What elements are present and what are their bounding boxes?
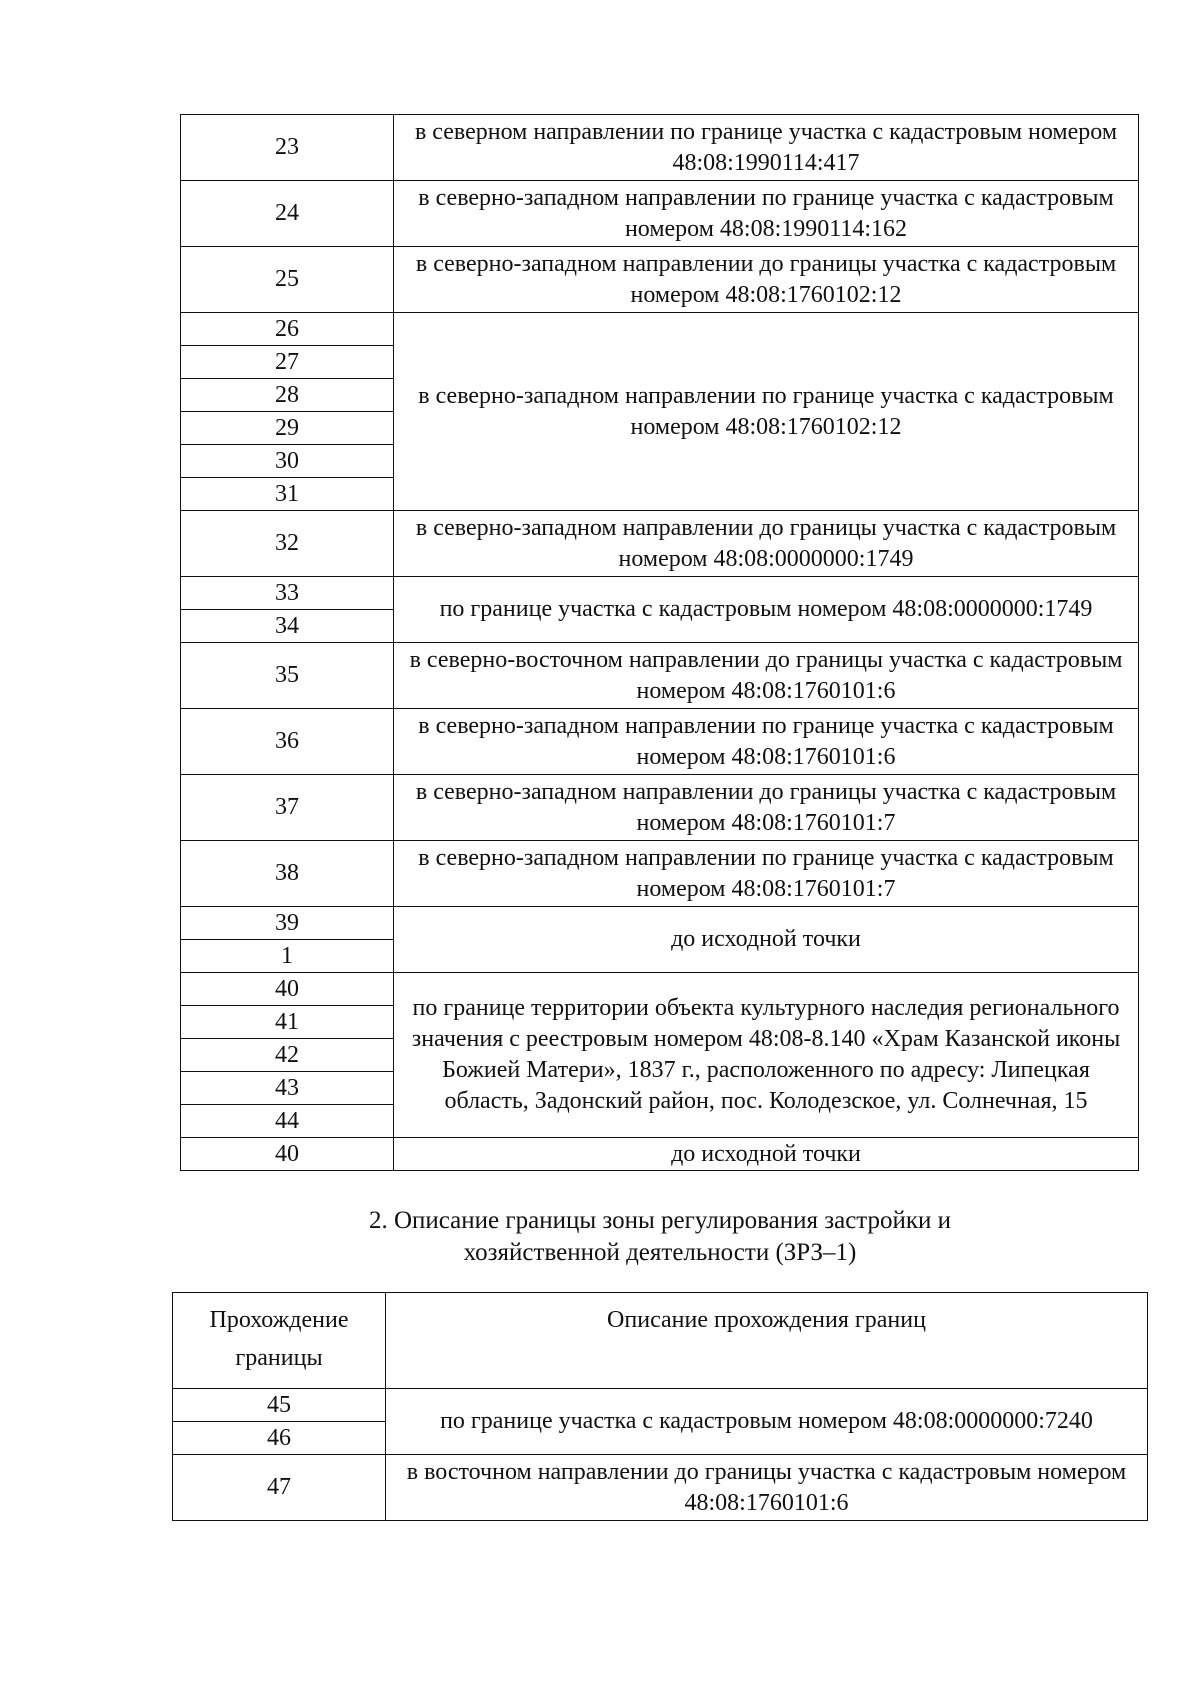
boundary-description: по границе участка с кадастровым номером 48:08:0000000:1749 bbox=[394, 577, 1139, 643]
point-number: 31 bbox=[181, 478, 394, 511]
point-number: 40 bbox=[181, 973, 394, 1006]
table-row bbox=[181, 115, 1139, 181]
point-number: 32 bbox=[181, 511, 394, 577]
table-row bbox=[173, 1389, 1148, 1422]
boundary-description: до исходной точки bbox=[394, 907, 1139, 973]
boundary-description: до исходной точки bbox=[394, 1138, 1139, 1171]
section-title-line-2: хозяйственной деятельности (ЗРЗ–1) bbox=[463, 1239, 857, 1266]
point-number: 36 bbox=[181, 709, 394, 775]
boundary-description: в северно-восточном направлении до границы участка с кадастровым номером 48:08:1760101:6 bbox=[394, 643, 1139, 709]
table-row bbox=[181, 181, 1139, 247]
boundary-description: в северно-западном направлении по границе участка с кадастровым номером 48:08:1990114:162 bbox=[394, 181, 1139, 247]
point-number: 47 bbox=[173, 1455, 386, 1521]
point-number: 27 bbox=[181, 346, 394, 379]
boundary-description: по границе участка с кадастровым номером 48:08:0000000:7240 bbox=[386, 1389, 1148, 1455]
boundary-table-1 bbox=[180, 114, 1139, 1171]
point-number: 1 bbox=[181, 940, 394, 973]
point-number: 43 bbox=[181, 1072, 394, 1105]
point-number: 35 bbox=[181, 643, 394, 709]
point-number: 28 bbox=[181, 379, 394, 412]
point-number: 39 bbox=[181, 907, 394, 940]
table-row bbox=[181, 841, 1139, 907]
point-number: 24 bbox=[181, 181, 394, 247]
boundary-description: в северно-западном направлении до границы участка с кадастровым номером 48:08:1760102:12 bbox=[394, 247, 1139, 313]
point-number: 29 bbox=[181, 412, 394, 445]
boundary-description: в северно-западном направлении до границы участка с кадастровым номером 48:08:1760101:7 bbox=[394, 775, 1139, 841]
table-row bbox=[181, 511, 1139, 577]
column-header-passage: Прохождение границы bbox=[173, 1293, 386, 1389]
boundary-description: в северно-западном направлении по границе участка с кадастровым номером 48:08:1760102:12 bbox=[394, 313, 1139, 511]
table-header-row bbox=[173, 1293, 1148, 1389]
point-number: 26 bbox=[181, 313, 394, 346]
table-row bbox=[181, 973, 1139, 1006]
point-number: 45 bbox=[173, 1389, 386, 1422]
table-row bbox=[181, 247, 1139, 313]
point-number: 34 bbox=[181, 610, 394, 643]
point-number: 37 bbox=[181, 775, 394, 841]
section-heading bbox=[180, 1205, 1140, 1269]
point-number: 30 bbox=[181, 445, 394, 478]
boundary-description: по границе территории объекта культурного наследия регионального значения с реестровым номером 48:08-8.140 «Храм Казанской иконы Божией Матери», 1837 г., расположенного по адресу: Липецкая область, Задонский район, пос. Колодезское, ул. Солнечная, 15 bbox=[394, 973, 1139, 1138]
table-row bbox=[181, 775, 1139, 841]
table-row bbox=[173, 1455, 1148, 1521]
boundary-description: в северном направлении по границе участка с кадастровым номером 48:08:1990114:417 bbox=[394, 115, 1139, 181]
point-number: 44 bbox=[181, 1105, 394, 1138]
point-number: 33 bbox=[181, 577, 394, 610]
point-number: 46 bbox=[173, 1422, 386, 1455]
point-number: 38 bbox=[181, 841, 394, 907]
section-title-line-1: 2. Описание границы зоны регулирования застройки и bbox=[368, 1207, 952, 1234]
point-number: 42 bbox=[181, 1039, 394, 1072]
table-row bbox=[181, 907, 1139, 940]
table-row bbox=[181, 709, 1139, 775]
table-row bbox=[181, 577, 1139, 610]
point-number: 25 bbox=[181, 247, 394, 313]
table-row bbox=[181, 313, 1139, 346]
point-number: 41 bbox=[181, 1006, 394, 1039]
boundary-table-2 bbox=[172, 1292, 1148, 1521]
boundary-description: в северно-западном направлении по границе участка с кадастровым номером 48:08:1760101:6 bbox=[394, 709, 1139, 775]
point-number: 23 bbox=[181, 115, 394, 181]
boundary-description: в восточном направлении до границы участка с кадастровым номером 48:08:1760101:6 bbox=[386, 1455, 1148, 1521]
table-row bbox=[181, 1138, 1139, 1171]
boundary-description: в северно-западном направлении до границы участка с кадастровым номером 48:08:0000000:1749 bbox=[394, 511, 1139, 577]
column-header-description: Описание прохождения границ bbox=[386, 1293, 1148, 1389]
point-number: 40 bbox=[181, 1138, 394, 1171]
boundary-description: в северно-западном направлении по границе участка с кадастровым номером 48:08:1760101:7 bbox=[394, 841, 1139, 907]
table-row bbox=[181, 643, 1139, 709]
